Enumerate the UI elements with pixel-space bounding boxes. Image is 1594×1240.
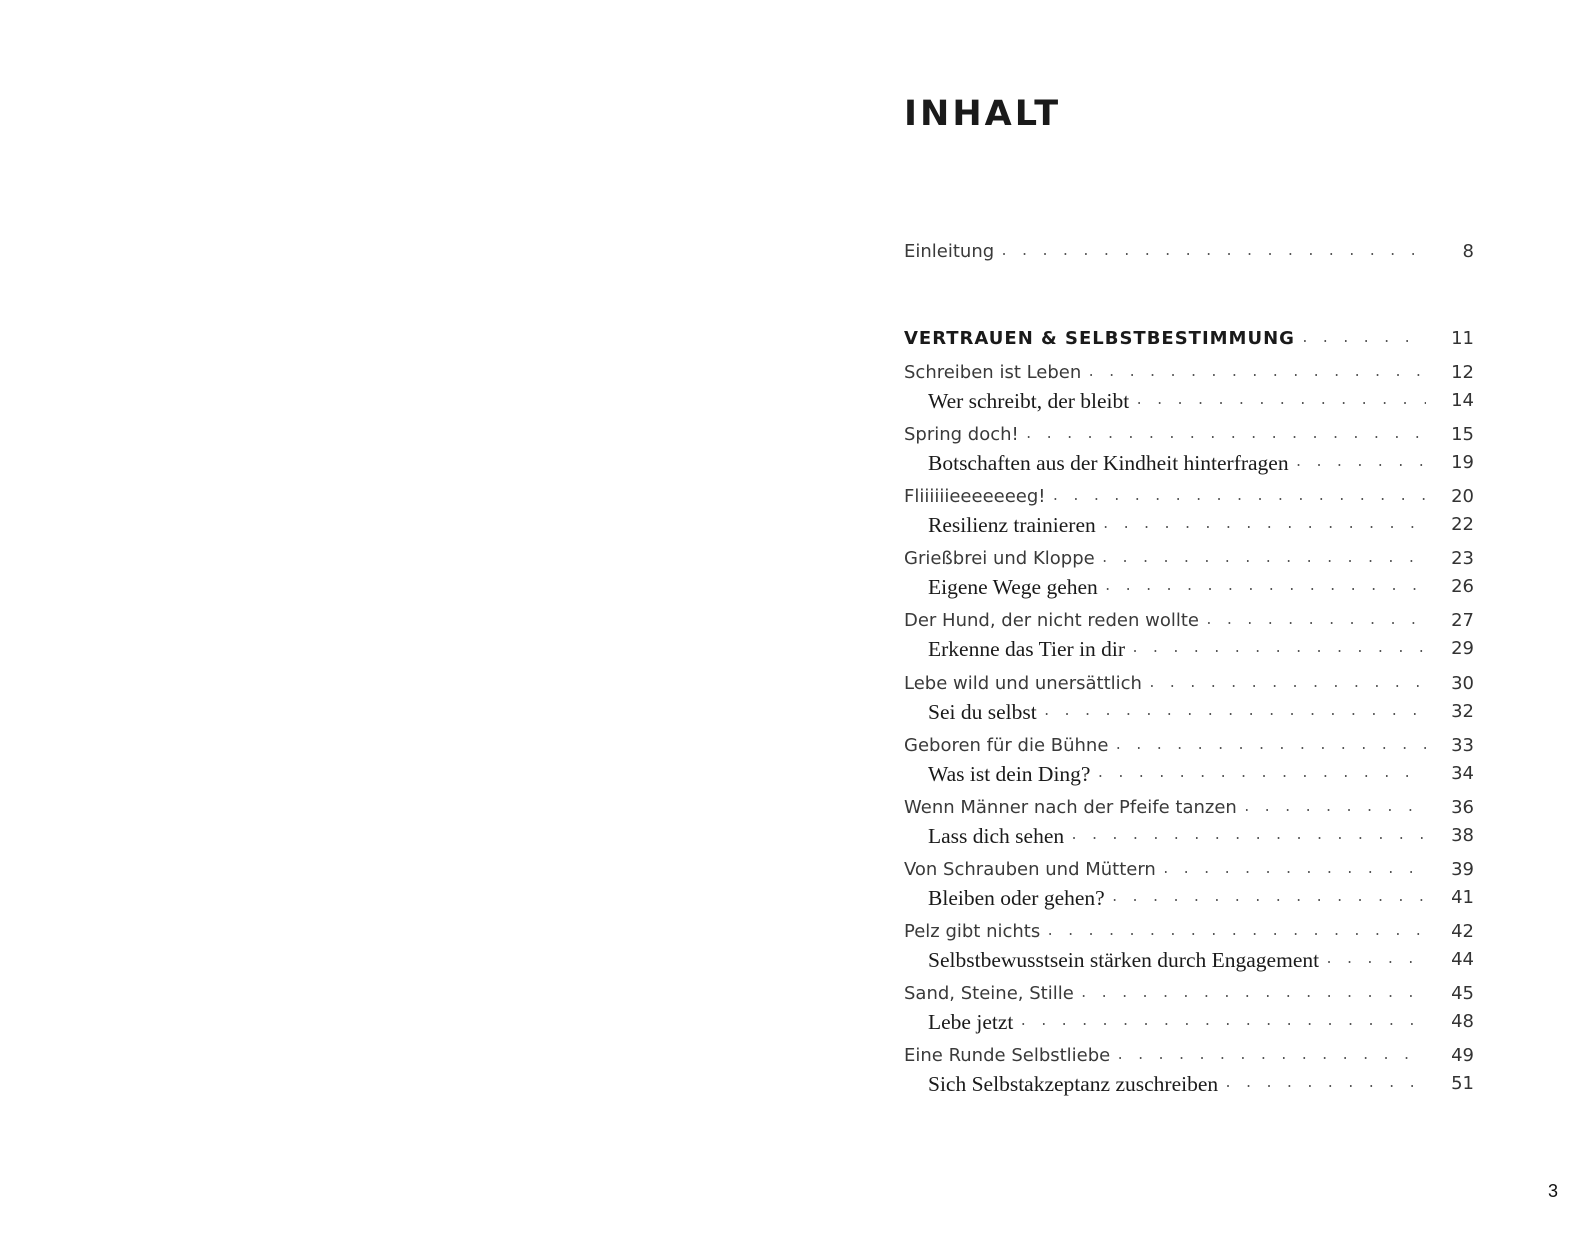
toc-entry-title: Lass dich sehen [928,824,1065,848]
toc-entry-title: Der Hund, der nicht reden wollte [904,610,1199,631]
dot-leader [1102,511,1426,539]
toc-entry-page: 33 [1451,735,1474,756]
toc-chapter-entry [904,607,1474,635]
dot-leader [1135,387,1426,415]
toc-entry-title: Was ist dein Ding? [928,762,1091,786]
dot-leader [1114,732,1426,760]
dot-leader [1301,325,1426,353]
toc-entry-page: 48 [1451,1011,1474,1032]
toc-chapter-entry [904,980,1474,1008]
toc-entry-page: 51 [1451,1073,1474,1094]
dot-leader [1224,1070,1426,1098]
toc-entry-page: 49 [1451,1045,1474,1066]
toc-entry-title: Grießbrei und Kloppe [904,548,1095,569]
toc-section-title: VERTRAUEN & SELBSTBESTIMMUNG [904,328,1295,349]
toc-chapter-entry [904,1042,1474,1070]
toc-chapter-entry [904,856,1474,884]
toc-subchapter-entry [904,573,1474,601]
dot-leader [1295,449,1426,477]
toc-subchapter-entry [904,698,1474,726]
dot-leader [1243,794,1426,822]
toc-subchapter-entry [904,822,1474,850]
toc-subchapter-entry [904,511,1474,539]
toc-entry-title: Bleiben oder gehen? [928,886,1105,910]
dot-leader [1162,856,1426,884]
toc-entry-title: Sand, Steine, Stille [904,983,1074,1004]
dot-leader [1043,698,1426,726]
dot-leader [1104,573,1426,601]
toc-chapter-entry [904,918,1474,946]
toc-entry-title: Wer schreibt, der bleibt [928,389,1130,413]
toc-entry-page: 39 [1451,859,1474,880]
dot-leader [1025,421,1426,449]
toc-heading: INHALT [904,94,1062,134]
dot-leader [1131,635,1426,663]
toc-entry-page: 45 [1451,983,1474,1004]
dot-leader [1116,1042,1426,1070]
toc-entry-page: 27 [1451,610,1474,631]
toc-entry-title: Resilienz trainieren [928,513,1096,537]
toc-entry-page: 38 [1451,825,1474,846]
toc-entry-page: 29 [1451,638,1474,659]
toc-entry-page: 26 [1451,576,1474,597]
toc-entry-page: 20 [1451,486,1474,507]
toc-entry-page: 42 [1451,921,1474,942]
toc-entry-title: Einleitung [904,241,995,262]
toc-entry-title: Lebe wild und unersättlich [904,673,1142,694]
toc-entry-page: 36 [1451,797,1474,818]
toc-subchapter-entry [904,1008,1474,1036]
toc-entry-intro [904,238,1474,266]
dot-leader [1111,884,1426,912]
toc-entry-page: 44 [1451,949,1474,970]
toc-entry-title: Eigene Wege gehen [928,575,1098,599]
toc-chapter-entry [904,732,1474,760]
toc-entry-page: 14 [1451,390,1474,411]
dot-leader [1148,670,1426,698]
toc-entry-page: 11 [1451,328,1474,349]
toc-subchapter-entry [904,1070,1474,1098]
page-number: 3 [1547,1181,1558,1201]
dot-leader [1046,918,1426,946]
toc-entry-page: 41 [1451,887,1474,908]
toc-chapter-entry [904,421,1474,449]
toc-entry-page: 34 [1451,763,1474,784]
toc-chapter-entry [904,670,1474,698]
toc-entry-title: Eine Runde Selbstliebe [904,1045,1111,1066]
dot-leader [1052,483,1426,511]
toc-entry-page: 23 [1451,548,1474,569]
toc-entry-title: Sich Selbstakzeptanz zuschreiben [928,1072,1219,1096]
toc-entry-title: Botschaften aus der Kindheit hinterfragen [928,451,1289,475]
toc-entry-title: Pelz gibt nichts [904,921,1041,942]
dot-leader [1000,238,1426,266]
toc-entry-title: Lebe jetzt [928,1010,1014,1034]
toc-subchapter-entry [904,635,1474,663]
toc-chapter-entry [904,359,1474,387]
toc-entry-page: 32 [1451,701,1474,722]
toc-chapter-entry [904,794,1474,822]
dot-leader [1080,980,1426,1008]
dot-leader [1096,760,1426,788]
toc-entry-title: Von Schrauben und Müttern [904,859,1156,880]
toc-subchapter-entry [904,760,1474,788]
toc-entry-page: 30 [1451,673,1474,694]
toc-entry-title: Sei du selbst [928,700,1037,724]
toc-entry-title: Fliiiiiieeeeeeeg! [904,486,1046,507]
dot-leader [1101,545,1426,573]
dot-leader [1087,359,1426,387]
toc-chapter-entry [904,483,1474,511]
dot-leader [1019,1008,1426,1036]
dot-leader [1070,822,1426,850]
dot-leader [1325,946,1426,974]
toc-entry-title: Spring doch! [904,424,1019,445]
toc-subchapter-entry [904,387,1474,415]
toc-entry-title: Selbstbewusstsein stärken durch Engagement [928,948,1320,972]
toc-entry-title: Wenn Männer nach der Pfeife tanzen [904,797,1237,818]
toc-entry-page: 8 [1462,241,1474,262]
toc-entry-title: Geboren für die Bühne [904,735,1109,756]
toc-subchapter-entry [904,449,1474,477]
toc-entry-page: 12 [1451,362,1474,383]
toc-entry-title: Schreiben ist Leben [904,362,1082,383]
toc-chapter-entry [904,545,1474,573]
toc-subchapter-entry [904,884,1474,912]
toc-subchapter-entry [904,946,1474,974]
toc-entry-title: Erkenne das Tier in dir [928,637,1126,661]
dot-leader [1205,607,1426,635]
toc-entry-page: 15 [1451,424,1474,445]
toc-entry-page: 22 [1451,514,1474,535]
toc-section-heading [904,325,1474,353]
toc-entry-page: 19 [1451,452,1474,473]
